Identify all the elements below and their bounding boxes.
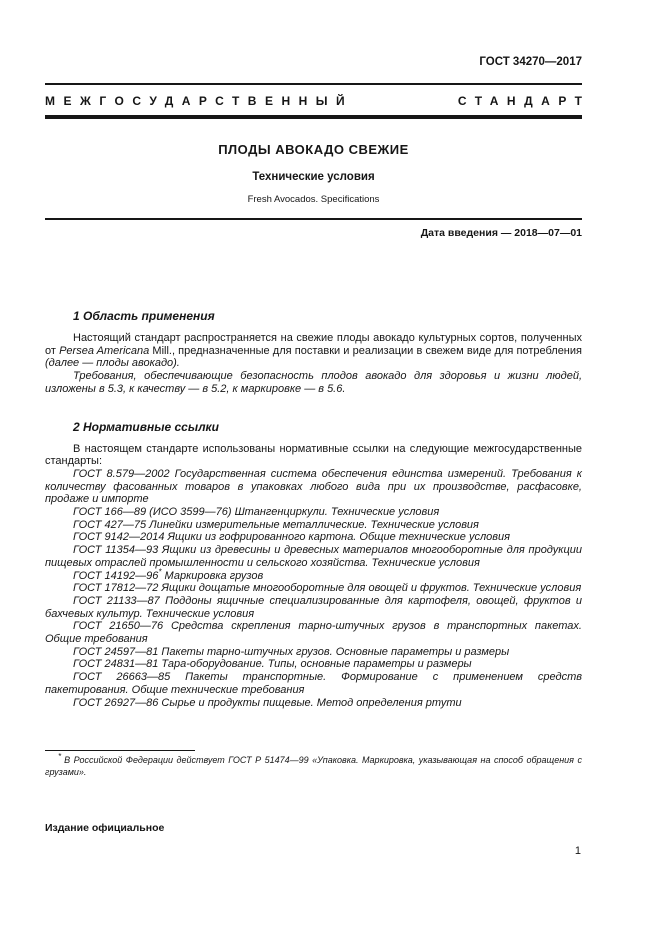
scope-paragraph-1 <box>45 332 582 370</box>
reference-item: ГОСТ 17812—72 Ящики дощатые многооборотные для овощей и фруктов. Технические условия <box>73 582 582 595</box>
reference-title: Маркировка грузов <box>161 569 264 582</box>
scope-paragraph-1-note: (далее — плоды авокадо). <box>45 357 180 370</box>
reference-item: ГОСТ 26663—85 Пакеты транспортные. Формирование с применением средств пакетирования. Общие технические требования <box>45 671 582 696</box>
document-subtitle: Технические условия <box>252 170 375 183</box>
footnote-block <box>45 750 582 778</box>
standard-type-word-2: СТАНДАРТ <box>457 94 591 108</box>
footnote-marker: * <box>58 752 62 761</box>
page-number: 1 <box>574 845 581 857</box>
footnote-text <box>45 752 582 778</box>
reference-item: ГОСТ 24831—81 Тара-оборудование. Типы, основные параметры и размеры <box>73 658 472 671</box>
footnote-divider <box>45 750 195 751</box>
footnote-marker-reference: * <box>158 566 162 576</box>
header-rule-top <box>45 83 582 85</box>
title-rule <box>45 218 582 221</box>
scope-paragraph-1-text-2: Mill., предназначенные для поставки и реализации в свежем виде для потребления <box>149 344 582 357</box>
official-edition-label: Издание официальное <box>45 822 165 834</box>
standard-type-row <box>45 94 591 108</box>
reference-item: ГОСТ 24597—81 Пакеты тарно-штучных грузов. Основные параметры и размеры <box>73 645 510 658</box>
doc-number: ГОСТ 34270—2017 <box>479 56 582 68</box>
latin-species-name: Persea Americana <box>59 344 150 357</box>
scope-paragraph-1-text: Настоящий стандарт распространяется на свежие плоды авокадо культурных сортов, полученных от <box>45 332 582 357</box>
reference-item: ГОСТ 21133—87 Поддоны ящичные специализированные для картофеля, овощей, фруктов и бахчевых культур. Технические условия <box>45 594 582 620</box>
reference-item: ГОСТ 427—75 Линейки измерительные металлические. Технические условия <box>73 518 479 531</box>
footnote-body: В Российской Федерации действует ГОСТ Р 51474—99 «Упаковка. Маркировка, указывающая на способ обращения с грузами». <box>45 755 582 777</box>
reference-item: ГОСТ 11354—93 Ящики из древесины и древесных материалов многооборотные для продукции пищевых отраслей промышленности и сельского хозяйства. Технические условия <box>45 544 582 569</box>
reference-item: ГОСТ 21650—76 Средства скрепления тарно-штучных грузов в транспортных пакетах. Общие требования <box>45 620 582 646</box>
document-title-english: Fresh Avocados. Specifications <box>247 193 380 205</box>
reference-item: ГОСТ 9142—2014 Ящики из гофрированного картона. Общие технические условия <box>73 531 511 544</box>
header-rule-bottom <box>45 115 582 119</box>
reference-item: ГОСТ 26927—86 Сырье и продукты пищевые. Метод определения ртути <box>73 696 462 709</box>
scope-paragraph-2: Требования, обеспечивающие безопасность плодов авокадо для здоровья и жизни людей, изложены в 5.3, к качеству — в 5.2, к маркировке — в 5.6. <box>45 370 582 395</box>
document-title: ПЛОДЫ АВОКАДО СВЕЖИЕ <box>218 141 409 157</box>
section-2-heading: 2 Нормативные ссылки <box>73 419 219 434</box>
reference-item: ГОСТ 166—89 (ИСО 3599—76) Штангенциркули. Технические условия <box>73 506 440 519</box>
section-1-heading: 1 Область применения <box>73 309 215 323</box>
reference-item: ГОСТ 8.579—2002 Государственная система обеспечения единства измерений. Требования к количеству фасованных товаров в упаковках любого вида при их производстве, расфасовке, продаже и импорте <box>45 467 582 506</box>
standard-type-word-1: МЕЖГОСУДАРСТВЕННЫЙ <box>45 94 354 108</box>
effective-date: Дата введения — 2018—07—01 <box>420 227 582 239</box>
reference-designation: ГОСТ 14192—96 <box>73 569 159 582</box>
reference-item <box>45 566 582 583</box>
normative-intro: В настоящем стандарте использованы нормативные ссылки на следующие межгосударственные стандарты: <box>45 442 582 468</box>
